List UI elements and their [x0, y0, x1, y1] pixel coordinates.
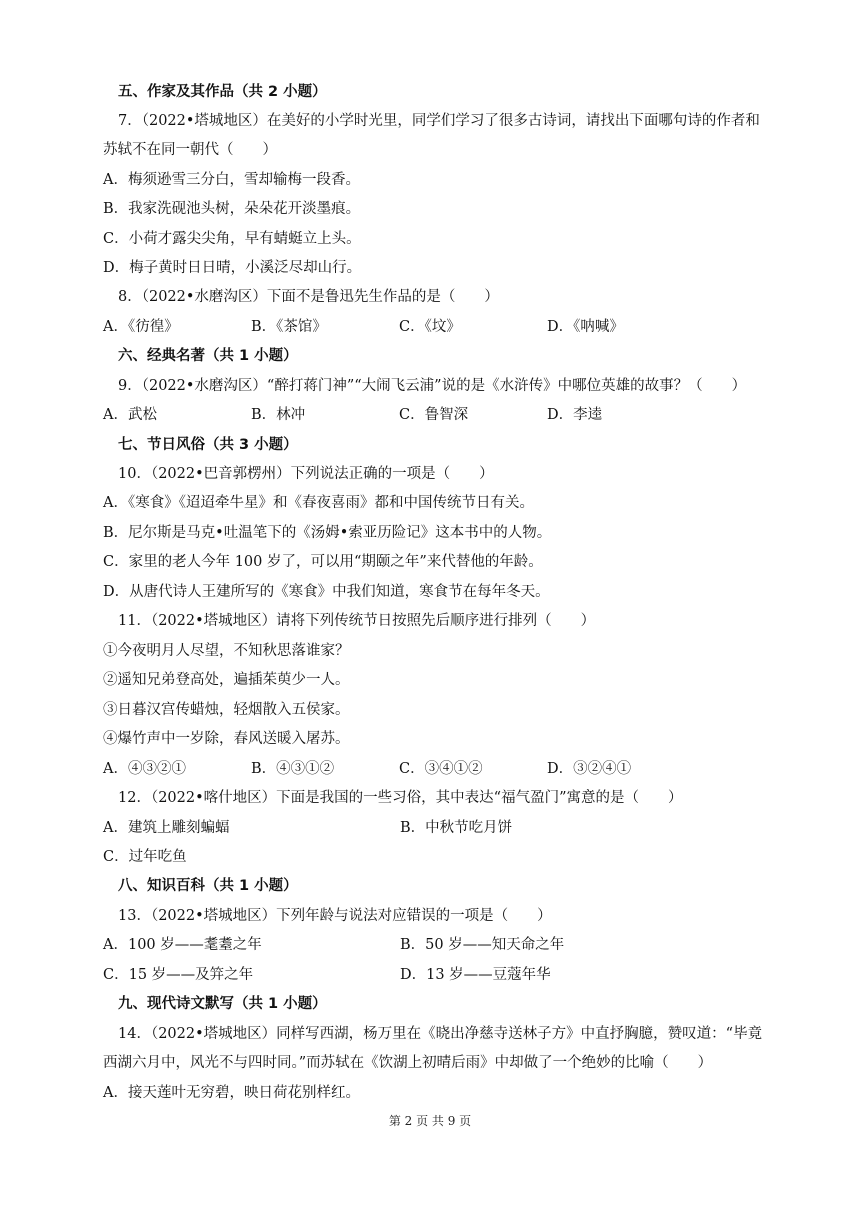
question-12-stem: 12．（2022•喀什地区）下面是我国的一些习俗，其中表达“福气盈门”寓意的是（ ） — [118, 790, 683, 806]
section-heading-6: 六、经典名著（共 1 小题） — [118, 348, 298, 364]
question-13-options-row-1 — [103, 935, 790, 955]
question-9-stem: 9．（2022•水磨沟区）“醉打蒋门神”“大闹飞云浦”说的是《水浒传》中哪位英雄的故事？（ ） — [118, 378, 747, 394]
question-11-line-4: ④爆竹声中一岁除，春风送暖入屠苏。 — [103, 731, 350, 747]
question-12-options-row-1 — [103, 818, 790, 838]
question-14-option-a: A．接天莲叶无穷碧，映日荷花别样红。 — [103, 1085, 360, 1101]
question-7-option-a: A．梅须逊雪三分白，雪却输梅一段香。 — [103, 172, 360, 188]
question-8-option-c: C．《坟》 — [399, 319, 461, 335]
question-9-options — [103, 405, 790, 425]
question-14-stem: 14．（2022•塔城地区）同样写西湖，杨万里在《晓出净慈寺送林子方》中直抒胸臆，赞叹道：“毕竟 — [118, 1026, 763, 1042]
question-12-option-c: C．过年吃鱼 — [103, 849, 187, 865]
section-heading-8: 八、知识百科（共 1 小题） — [118, 878, 298, 894]
question-12-option-b: B．中秋节吃月饼 — [400, 820, 513, 836]
question-13-option-a: A．100 岁——耄耋之年 — [103, 937, 262, 953]
question-10-option-a: A．《寒食》《迢迢牵牛星》和《春夜喜雨》都和中国传统节日有关。 — [103, 495, 534, 511]
question-13-options-row-2 — [103, 965, 790, 985]
question-9-option-c: C．鲁智深 — [399, 407, 469, 423]
question-11-line-3: ③日暮汉宫传蜡烛，轻烟散入五侯家。 — [103, 702, 350, 718]
question-11-option-b: B．④③①② — [251, 761, 335, 777]
question-12-option-a: A．建筑上雕刻蝙蝠 — [103, 820, 230, 836]
question-10-stem: 10．（2022•巴音郭楞州）下列说法正确的一项是（ ） — [118, 466, 494, 482]
question-13-option-d: D．13 岁——豆蔻年华 — [400, 967, 551, 983]
question-13-option-c: C．15 岁——及笄之年 — [103, 967, 254, 983]
question-8-option-a: A．《彷徨》 — [103, 319, 179, 335]
question-7-stem: 7．（2022•塔城地区）在美好的小学时光里，同学们学习了很多古诗词，请找出下面哪句诗的作者和 — [118, 113, 760, 129]
page-footer: 第 2 页 共 9 页 — [388, 1114, 472, 1128]
question-7-option-d: D．梅子黄时日日晴，小溪泛尽却山行。 — [103, 260, 362, 276]
question-10-option-c: C．家里的老人今年 100 岁了，可以用“期颐之年”来代替他的年龄。 — [103, 554, 543, 570]
question-11-line-2: ②遥知兄弟登高处，遍插茱萸少一人。 — [103, 672, 350, 688]
section-heading-7: 七、节日风俗（共 3 小题） — [118, 437, 298, 453]
question-11-line-1: ①今夜明月人尽望，不知秋思落谁家？ — [103, 643, 350, 659]
question-7-option-c: C．小荷才露尖尖角，早有蜻蜓立上头。 — [103, 231, 361, 247]
question-11-options — [103, 759, 790, 779]
question-11-option-c: C．③④①② — [399, 761, 483, 777]
question-14-stem-cont: 西湖六月中，风光不与四时同。”而苏轼在《饮湖上初晴后雨》中却做了一个绝妙的比喻（ ） — [103, 1055, 713, 1071]
question-10-option-b: B．尼尔斯是马克•吐温笔下的《汤姆•索亚历险记》这本书中的人物。 — [103, 525, 552, 541]
section-heading-5: 五、作家及其作品（共 2 小题） — [118, 84, 327, 100]
question-8-stem: 8．（2022•水磨沟区）下面不是鲁迅先生作品的是（ ） — [118, 289, 499, 305]
question-13-stem: 13．（2022•塔城地区）下列年龄与说法对应错误的一项是（ ） — [118, 908, 552, 924]
question-8-option-b: B．《茶馆》 — [251, 319, 327, 335]
question-8-options — [103, 317, 790, 337]
question-8-option-d: D．《呐喊》 — [547, 319, 624, 335]
question-13-option-b: B．50 岁——知天命之年 — [400, 937, 565, 953]
question-9-option-b: B．林冲 — [251, 407, 306, 423]
question-11-stem: 11．（2022•塔城地区）请将下列传统节日按照先后顺序进行排列（ ） — [118, 613, 596, 629]
question-11-option-d: D．③②④① — [547, 761, 632, 777]
question-7-stem-cont: 苏轼不在同一朝代（ ） — [103, 142, 277, 158]
question-7-option-b: B．我家洗砚池头树，朵朵花开淡墨痕。 — [103, 201, 361, 217]
question-11-option-a: A．④③②① — [103, 761, 186, 777]
question-9-option-d: D．李逵 — [547, 407, 603, 423]
section-heading-9: 九、现代诗文默写（共 1 小题） — [118, 996, 327, 1012]
question-10-option-d: D．从唐代诗人王建所写的《寒食》中我们知道，寒食节在每年冬天。 — [103, 584, 550, 600]
question-9-option-a: A．武松 — [103, 407, 157, 423]
